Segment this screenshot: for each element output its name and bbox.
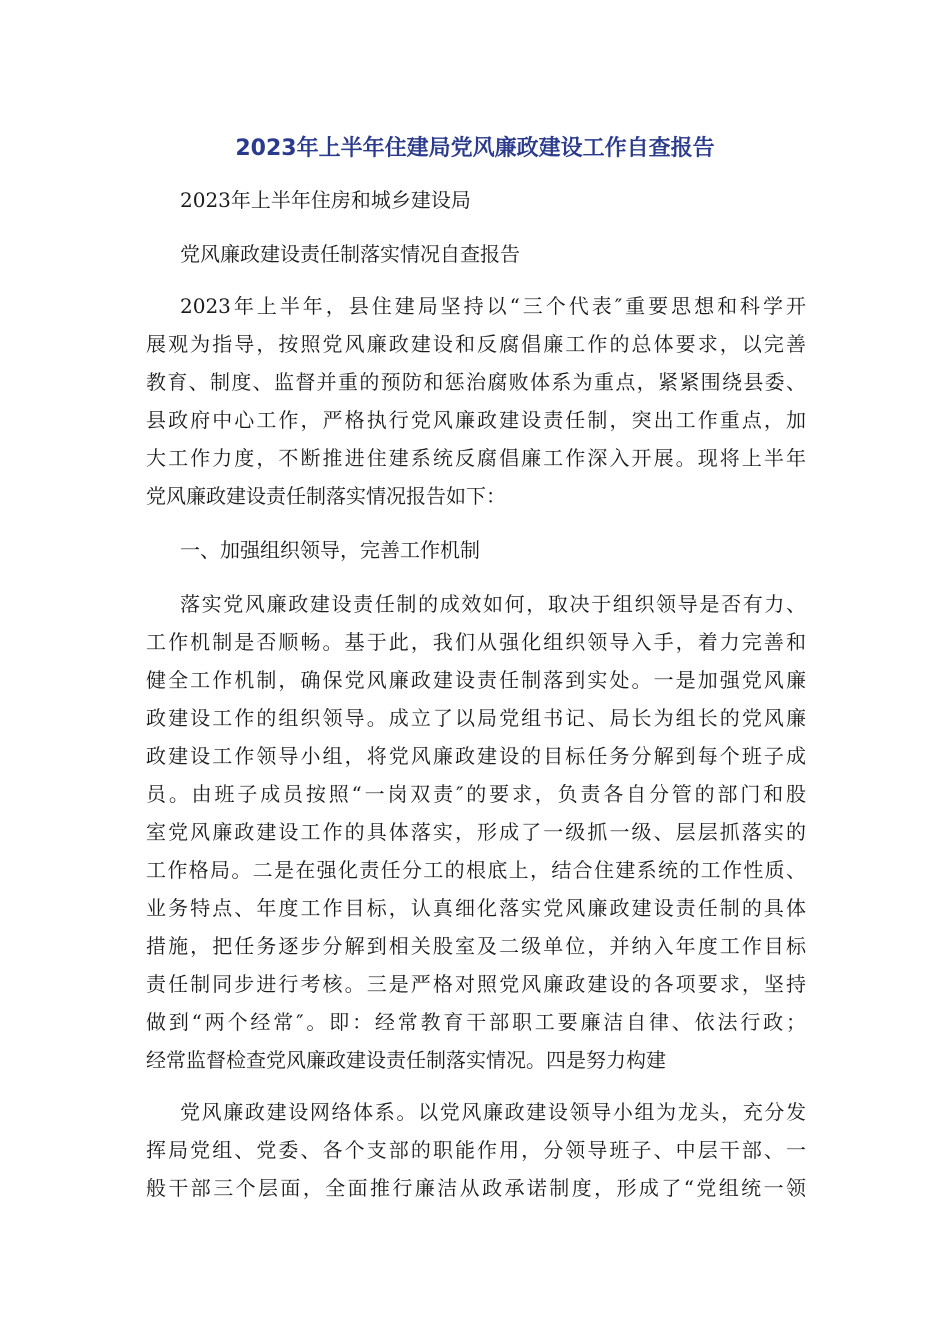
paragraph-line: 挥局党组、党委、各个支部的职能作用，分领导班子、中层干部、一 (146, 1138, 806, 1162)
paragraph-line: 措施，把任务逐步分解到相关股室及二级单位，并纳入年度工作目标 (146, 934, 806, 958)
paragraph-line: 政建设工作领导小组，将党风廉政建设的目标任务分解到每个班子成 (146, 744, 806, 768)
paragraph-line: 工作格局。二是在强化责任分工的根底上，结合住建系统的工作性质、 (146, 858, 806, 882)
paragraph-line: 健全工作机制，确保党风廉政建设责任制落到实处。一是加强党风廉 (146, 668, 806, 692)
paragraph-line: 党风廉政建设网络体系。以党风廉政建设领导小组为龙头，充分发 (180, 1100, 806, 1124)
subtitle-line: 党风廉政建设责任制落实情况自查报告 (180, 242, 520, 266)
paragraph-line: 室党风廉政建设工作的具体落实，形成了一级抓一级、层层抓落实的 (146, 820, 806, 844)
paragraph-line: 落实党风廉政建设责任制的成效如何，取决于组织领导是否有力、 (180, 592, 806, 616)
paragraph-line: 政建设工作的组织领导。成立了以局党组书记、局长为组长的党风廉 (146, 706, 806, 730)
paragraph-line: 经常监督检查党风廉政建设责任制落实情况。四是努力构建 (146, 1048, 666, 1072)
paragraph-line: 做到“两个经常″。即：经常教育干部职工要廉洁自律、依法行政； (146, 1010, 806, 1034)
paragraph-line: 教育、制度、监督并重的预防和惩治腐败体系为重点，紧紧围绕县委、 (146, 370, 806, 394)
paragraph-line: 县政府中心工作，严格执行党风廉政建设责任制，突出工作重点，加 (146, 408, 806, 432)
paragraph-line: 般干部三个层面，全面推行廉洁从政承诺制度，形成了“党组统一领 (146, 1176, 806, 1200)
document-title: 2023年上半年住建局党风廉政建设工作自查报告 (235, 136, 715, 161)
subtitle-line: 2023年上半年住房和城乡建设局 (180, 188, 471, 212)
paragraph-line: 党风廉政建设责任制落实情况报告如下： (146, 484, 506, 508)
paragraph-line: 业务特点、年度工作目标，认真细化落实党风廉政建设责任制的具体 (146, 896, 806, 920)
paragraph-line: 工作机制是否顺畅。基于此，我们从强化组织领导入手，着力完善和 (146, 630, 806, 654)
paragraph-line: 展观为指导，按照党风廉政建设和反腐倡廉工作的总体要求，以完善 (146, 332, 806, 356)
paragraph-line: 责任制同步进行考核。三是严格对照党风廉政建设的各项要求，坚持 (146, 972, 806, 996)
paragraph-line: 2023年上半年，县住建局坚持以“三个代表″重要思想和科学开 (180, 294, 806, 318)
paragraph-line: 大工作力度，不断推进住建系统反腐倡廉工作深入开展。现将上半年 (146, 446, 806, 470)
section-heading: 一、加强组织领导，完善工作机制 (180, 538, 480, 562)
paragraph-line: 员。由班子成员按照“一岗双责″的要求，负责各自分管的部门和股 (146, 782, 806, 806)
